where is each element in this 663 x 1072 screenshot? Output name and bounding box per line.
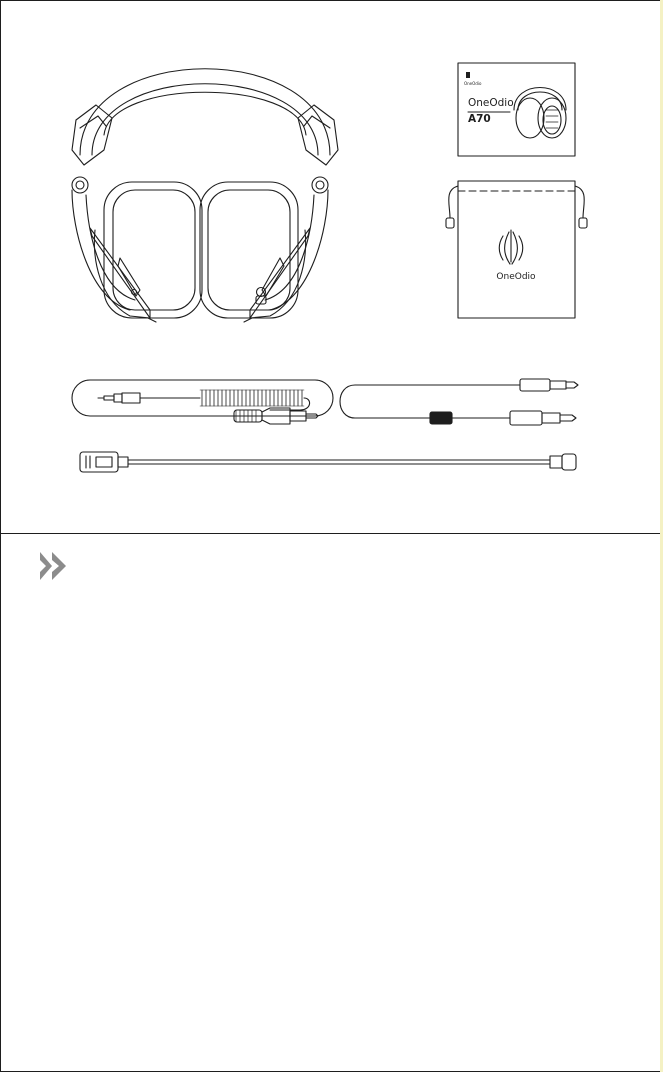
package-contents-illustration: [0, 0, 661, 533]
double-chevron-right-icon: [40, 552, 68, 580]
section-divider: [0, 533, 663, 534]
user-manual-card: [458, 63, 575, 156]
manual-card-brand: OneOdio: [468, 97, 514, 109]
manual-card-model: A70: [468, 113, 491, 125]
headphones-drawing: [72, 69, 338, 322]
pouch-brand-label: OneOdio: [496, 272, 536, 282]
microphone-cable-drawing: [340, 379, 578, 425]
coiled-cable-drawing: [72, 380, 333, 424]
usb-cable-drawing: [80, 452, 576, 472]
carry-pouch: [446, 181, 587, 318]
manual-card-brand-small: OneOdio: [464, 81, 482, 86]
